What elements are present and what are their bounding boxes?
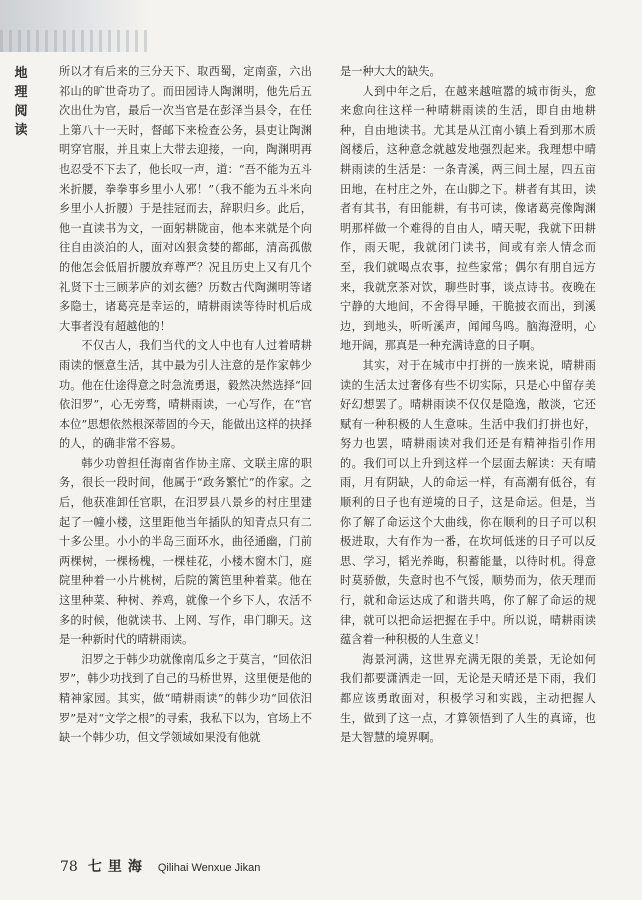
paragraph: 其实，对于在城市中打拼的一族来说，晴耕雨读的生活太过奢侈有些不切实际，只是心中留存美好幻想罢了。晴耕雨读不仅仅是隐逸，散淡，它还赋有一种积极的人生意味。生活中我们打拼也好，努力也罢，晴耕雨读对我们还是有精神指引作用的。我们可以上升到这样一个层面去解读：天有晴雨，月有阴缺，人的命运一样，有高潮有低谷，有顺利的日子也有逆境的日子，这是命运。但是，当你了解了命运这个大曲线，你在顺利的日子可以积极进取，大有作为一番，在坎坷低迷的日子可以反思、学习，韬光养晦，积蓄能量，以待时机。得意时莫骄傲，失意时也不气馁，顺势而为，依天理而行，就和命运达成了和谐共鸣，你了解了命运的规律，就可以把命运把握在手中。所以说，晴耕雨读蕴含着一种积极的人生意义！ — [340, 358, 596, 647]
paragraph: 海景河满，这世界充满无限的美景，无论如何我们都要潇洒走一回，无论是天晴还是下雨，我们都应该勇敢面对，积极学习和实践，主动把握人生，做到了这一点，才算领悟到了人生的真谛，也是大智慧的境界啊。 — [340, 652, 596, 745]
page-footer — [60, 856, 260, 876]
page-number: 78 — [60, 859, 78, 875]
paragraph: 是一种大大的缺失。 — [340, 65, 441, 78]
paragraph: 人到中年之后，在越来越喧嚣的城市街头，愈来愈向往这样一种晴耕雨读的生活，即自由地耕种，自由地读书。尤其是从江南小镇上看到那木质阁楼后，这种意念就越发地强烈起来。我理想中晴耕雨读的生活是：一条青溪，两三间土屋，四五亩田地，在村庄之外，在山脚之下。耕者有其田，读者有其书，有田能耕，有书可读，像诸葛亮像陶渊明那样做一个难得的自由人，晴天呢，我就下田耕作，雨天呢，我就闭门读书，间或有亲人情念而至，我们就喝点农事，拉些家常；偶尔有朋自远方来，我就烹茶对饮，聊些时事，谈点诗书。夜晚在宁静的大地间，不舍得早睡，干脆披衣而出，到溪边，到地头，听听溪声，闻闻鸟鸣。脑海澄明，心地开阔，那真是一种充满诗意的日子啊。 — [340, 84, 596, 353]
paragraph: 不仅古人，我们当代的文人中也有人过着晴耕雨读的惬意生活，其中最为引人注意的是作家韩少功。他在仕途得意之时急流勇退，毅然决然选择“回依汨罗”，心无旁骛，晴耕雨读，一心写作，在“官本位”思想依然根深蒂固的今天，能做出这样的抉择的人，的确非常不容易。 — [59, 339, 312, 451]
paragraph: 汨罗之于韩少功就像南瓜乡之于莫言，“回依汨罗”，韩少功找到了自己的马桥世界，这里便是他的精神家园。其实，做“晴耕雨读”的韩少功“回依汨罗”是对“文学之根”的寻索，我私下以为，官场上不缺一个韩少功，但文学领域如果没有他就 — [59, 652, 312, 745]
section-label: 地理阅读 — [14, 66, 28, 138]
corner-landscape-decoration — [0, 0, 150, 52]
right-column — [340, 62, 596, 748]
magazine-pinyin: Qilihai Wenxue Jikan — [157, 862, 261, 874]
paragraph: 韩少功曾担任海南省作协主席、文联主席的职务，很长一段时间，他属于“政务繁忙”的作家。之后，他获准卸任官职，在汨罗县八景乡的村庄里建起了一幢小楼，这里距他当年插队的知青点只有二十多公里。小小的半岛三面环水，曲径通幽，门前两棵树，一棵杨槐，一棵桂花，小楼木窗木门，庭院里种着一小片桃树，后院的篱笆里种着菜。他在这里种菜、种树、养鸡，就像一个乡下人，农活不多的时候，他就读书、上网、写作，串门聊天。这是一种新时代的晴耕雨读。 — [59, 456, 312, 647]
paragraph: 所以才有后来的三分天下、取西蜀，定南蛮，六出祁山的旷世奇功了。而田园诗人陶渊明，他先后五次出仕为官，最后一次当官是在彭泽当县令，在任上第八十一天时，督邮下来检查公务，县吏让陶渊明穿官服，并且束上大带去迎接，一向，陶渊明再也忍受不下去了，他长叹一声，道：“吾不能为五斗米折腰，拳拳事乡里小人邪！”（我不能为五斗米向乡里小人折腰）于是挂冠而去，辞职归乡。此后，他一直读书为文，一面躬耕陇亩，他本来就是个向往自由淡泊的人，面对凶狠贪婪的都邮，清高孤傲的他怎会低眉折腰放弃尊严？况且历史上又有几个礼贤下士三顾茅庐的刘玄德？历数古代陶渊明等诸多隐士，诸葛亮是幸运的，晴耕雨读等待时机后成大事者没有超越他的！ — [59, 65, 312, 333]
left-column — [59, 62, 312, 748]
magazine-name: 七里海 — [87, 859, 148, 875]
